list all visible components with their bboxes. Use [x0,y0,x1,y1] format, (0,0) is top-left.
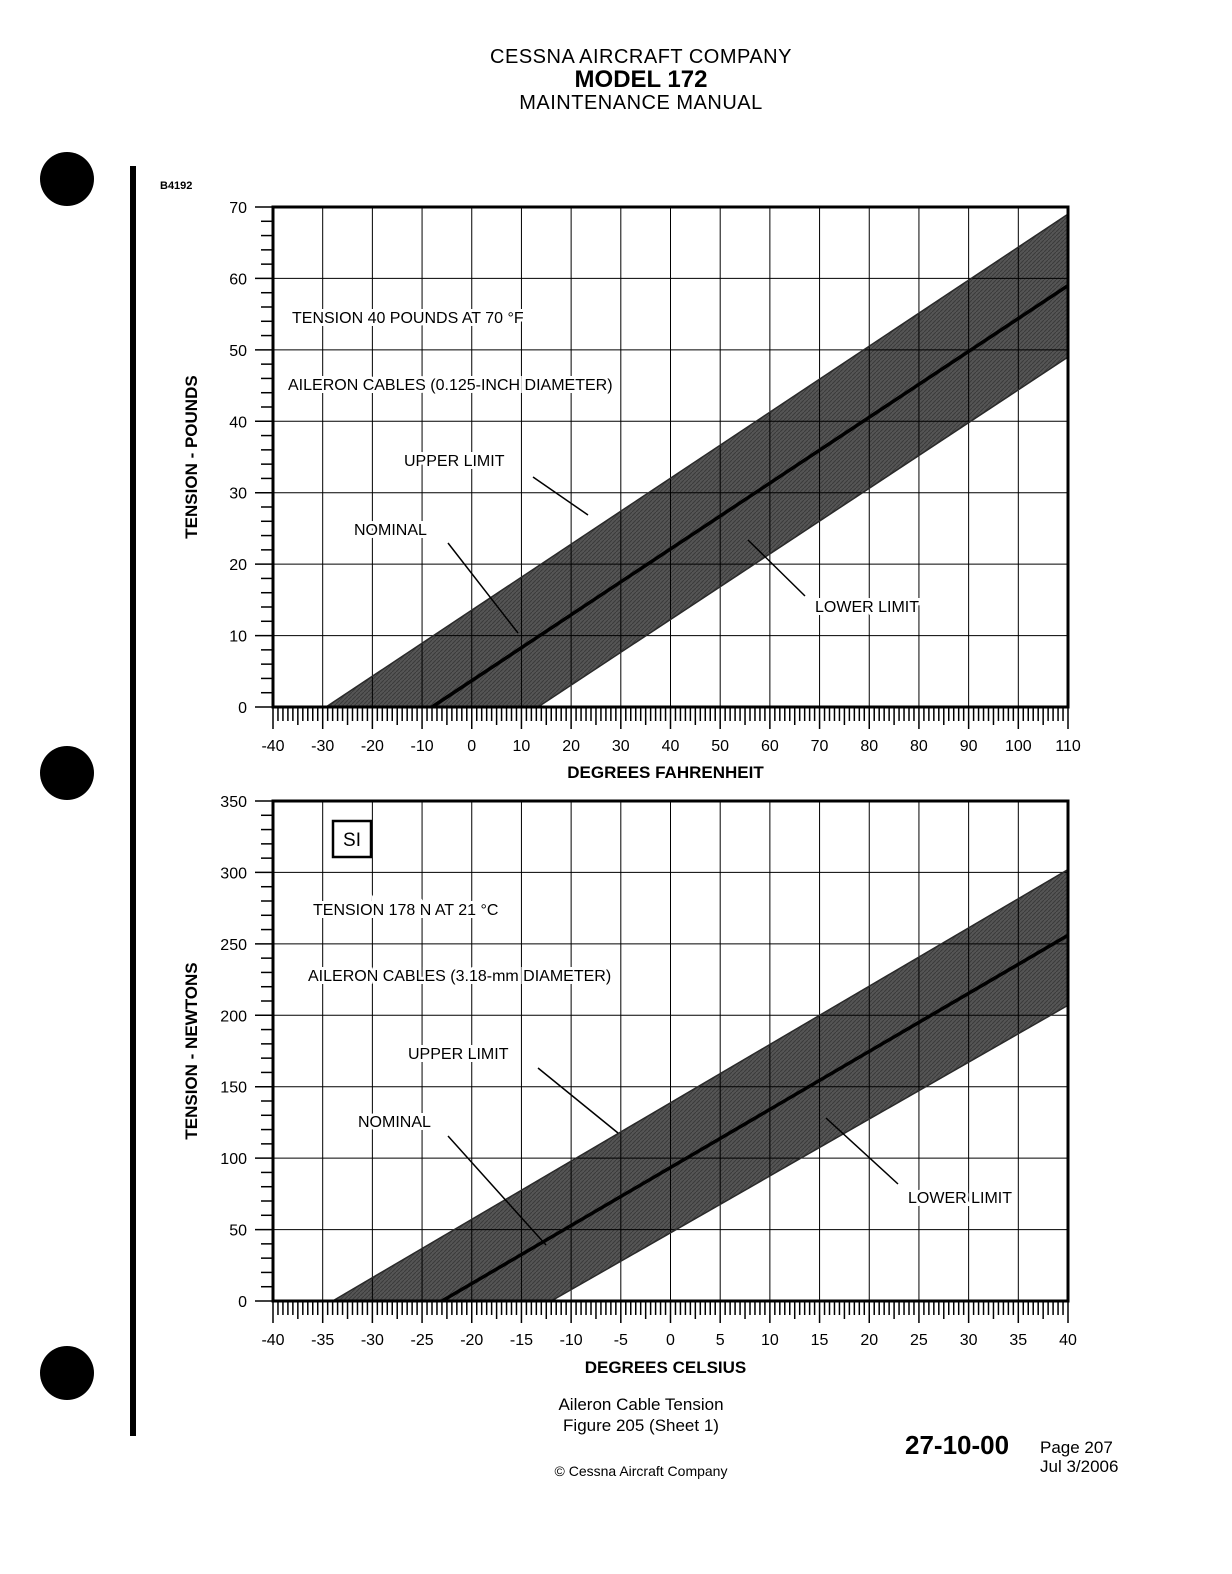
y-tick-label: 200 [220,1008,247,1026]
series-label: LOWER LIMIT [908,1190,1013,1207]
x-tick-label: 50 [711,738,730,755]
celsius-chart [182,794,1077,1377]
x-tick-label: -15 [509,1332,533,1349]
y-tick-label: 250 [220,936,247,954]
y-tick-label: 60 [229,271,247,289]
series-label: NOMINAL [358,1114,431,1131]
y-tick-label: 50 [229,1222,247,1240]
y-tick-label: 350 [220,794,247,811]
si-badge-label: SI [343,830,361,851]
series-label: LOWER LIMIT [815,599,920,616]
x-tick-label: 35 [1009,1332,1028,1349]
x-tick-label: 0 [666,1332,675,1349]
x-tick-label: -10 [559,1332,583,1349]
page-number: Page 207 [1040,1438,1113,1457]
x-tick-label: 5 [715,1332,725,1349]
header-model: MODEL 172 [574,66,708,93]
x-tick-label: 20 [562,738,581,755]
x-tick-label: 100 [1004,738,1032,755]
x-tick-label: -20 [360,738,384,755]
x-tick-label: -10 [410,738,434,755]
x-tick-label: 15 [810,1332,829,1349]
x-tick-label: 40 [661,738,680,755]
y-tick-label: 0 [238,1294,247,1311]
x-tick-label: 70 [810,738,829,755]
x-tick-label: 40 [1059,1332,1077,1349]
x-tick-label: 30 [611,738,630,755]
x-tick-label: -30 [360,1332,384,1349]
chart-note: AILERON CABLES (3.18-mm DIAMETER) [308,968,612,985]
y-tick-label: 70 [229,200,247,217]
x-tick-label: -40 [261,1332,285,1349]
y-tick-label: 40 [229,414,247,432]
y-tick-label: 300 [220,865,247,883]
x-tick-label: 80 [860,738,879,755]
y-tick-label: 20 [229,557,247,575]
x-tick-label: -20 [460,1332,484,1349]
x-tick-label: 30 [959,1332,978,1349]
x-tick-label: 10 [512,738,531,755]
x-axis-title: DEGREES FAHRENHEIT [567,763,764,782]
x-tick-label: 60 [760,738,779,755]
figure-caption-number: Figure 205 (Sheet 1) [563,1416,719,1435]
x-tick-label: -25 [410,1332,434,1349]
chart-note: AILERON CABLES (0.125-INCH DIAMETER) [288,377,613,394]
x-tick-label: 110 [1055,738,1081,755]
figure-id: B4192 [160,180,193,192]
x-tick-label: 20 [860,1332,879,1349]
x-tick-label: -35 [311,1332,335,1349]
doc-number: 27-10-00 [905,1430,1010,1460]
x-tick-label: 90 [959,738,978,755]
series-label: NOMINAL [354,522,427,539]
figure-caption-title: Aileron Cable Tension [558,1395,724,1414]
fahrenheit-chart [182,200,1081,782]
y-tick-label: 10 [229,628,247,646]
y-tick-label: 150 [220,1079,247,1097]
series-label: UPPER LIMIT [404,453,505,470]
y-tick-label: 30 [229,485,247,503]
x-tick-label: 10 [760,1332,779,1349]
series-label: UPPER LIMIT [408,1046,509,1063]
x-tick-label: -5 [613,1332,628,1349]
x-axis-title: DEGREES CELSIUS [584,1358,747,1377]
x-tick-label: 25 [910,1332,928,1349]
x-tick-label: -40 [261,738,285,755]
page-date: Jul 3/2006 [1040,1457,1119,1476]
chart-note: TENSION 40 POUNDS AT 70 °F [292,310,524,327]
copyright: © Cessna Aircraft Company [554,1463,728,1479]
x-tick-label: 0 [467,738,477,755]
y-tick-label: 100 [220,1151,247,1169]
y-axis-title: TENSION - NEWTONS [182,962,201,1140]
y-tick-label: 0 [238,700,247,717]
x-tick-label: -30 [311,738,335,755]
y-axis-title: TENSION - POUNDS [182,375,201,539]
header-company: CESSNA AIRCRAFT COMPANY [490,46,792,68]
chart-note: TENSION 178 N AT 21 °C [313,902,499,919]
y-tick-label: 50 [229,342,247,360]
x-tick-label: 80 [910,738,928,755]
header-manual: MAINTENANCE MANUAL [519,92,763,114]
